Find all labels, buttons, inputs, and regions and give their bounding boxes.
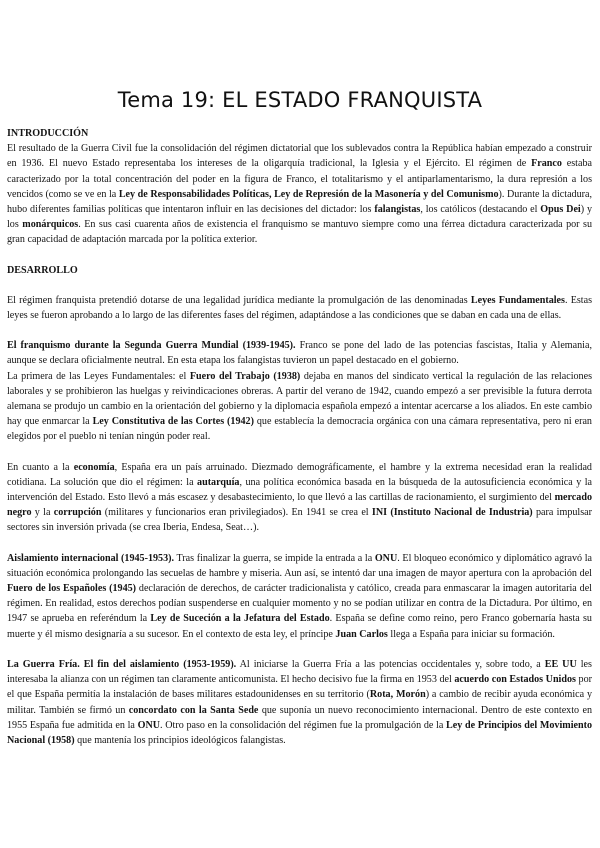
spacer <box>7 248 592 263</box>
desarrollo-paragraph: El régimen franquista pretendió dotarse de una legalidad jurídica mediante la promulgación de las denominadas Leyes Fundamentales. Estas leyes se fueron aprobando a lo largo de las diferentes fases del régimen, adaptándose a las condiciones que se daban en cada una de ellas. <box>7 294 592 322</box>
economia-paragraph: En cuanto a la economía, España era un país arruinado. Diezmado demográficamente, el hambre y la extrema necesidad eran la realidad cotidiana. La solución que dio el régimen: la autarquía, una política económica basada en la búsqueda de la autosuficiencia económica y la intervención del Estado. Esto llevó a más escasez y desabastecimiento, lo que llevó a las cartillas de racionamiento, el surgimiento del mercado negro y la corrupción (militares y funcionarios eran privilegiados). En 1941 se crea el INI (Instituto Nacional de Industria) para impulsar sectores sin inversión privada (se crea Iberia, Endesa, Seat…). <box>7 461 592 534</box>
intro-heading: INTRODUCCIÓN <box>7 128 89 139</box>
intro-paragraph: El resultado de la Guerra Civil fue la consolidación del régimen dictatorial que los sublevados contra la República habían empezado a construir en 1936. El nuevo Estado representaba los intereses de la oligarquía tradicional, la Iglesia y el Ejército. El régimen de Franco estaba caracterizado por la total concentración del poder en la figura de Franco, el totalitarismo y el antiparlamentarismo, la dura represión a los vencidos (como se ve en la Ley de Responsabilidades Políticas, Ley de Represión de la Masonería y del Comunismo). Durante la dictadura, hubo diferentes familias políticas que intentaron influir en las decisiones del dictador: los falangistas, los católicos (destacando el Opus Dei) y los monárquicos. En sus casi cuarenta años de existencia el franquismo se mantuvo siempre como una férrea dictadura caracterizada por su gran capacidad de adaptación marcada por la política exterior. <box>7 143 593 246</box>
document-body <box>7 126 592 748</box>
aislamiento-paragraph: Aislamiento internacional (1945-1953). Tras finalizar la guerra, se impide la entrada a la ONU. El bloqueo económico y diplomático agravó la situación económica prolongando las secuelas de hambre y miseria. Aun así, se intentó dar una imagen de mayor apertura con la aprobación del Fuero de los Españoles (1945) declaración de derechos, de carácter tradicionalista y católico, creada para enmascarar la imagen autoritaria del régimen. En realidad, estos derechos podían suspenderse en cualquier momento y no se podían utilizar en contra de la Dictadura. Por último, en 1947 se aprueba en referéndum la Ley de Suceción a la Jefatura del Estado. España se define como reino, pero Franco gobernaría hasta su muerte y él mismo designaría a su sucesor. En el contexto de esta ley, el príncipe Juan Carlos llega a España para iniciar su formación. <box>7 552 592 640</box>
spacer <box>7 323 592 338</box>
desarrollo-heading: DESARROLLO <box>7 264 78 276</box>
guerra-fria-paragraph: La Guerra Fría. El fin del aislamiento (1953-1959). Al iniciarse la Guerra Fría a las potencias occidentales y, sobre todo, a EE UU les interesaba la alianza con un régimen tan claramente anticomunista. El hecho decisivo fue la firma en 1953 del acuerdo con Estados Unidos por el que España permitía la instalación de bases militares estadounidenses en su territorio (Rota, Morón) a cambio de recibir ayuda económica y militar. También se firmó un concordato con la Santa Sede que suponía un nuevo reconocimiento internacional. Dentro de este contexto en 1955 España fue admitida en la ONU. Otro paso en la consolidación del régimen fue la promulgación de la Ley de Principios del Movimiento Nacional (1958) que mantenía los principios ideológicos falangistas. <box>7 658 593 746</box>
spacer <box>7 536 592 551</box>
document-title: Tema 19: EL ESTADO FRANQUISTA <box>117 88 483 112</box>
guerra-mundial-paragraph: El franquismo durante la Segunda Guerra Mundial (1939-1945). Franco se pone del lado de las potencias fascistas, Italia y Alemania, aunque se declara oficialmente neutral. En esta etapa los falangistas tuvieron un papel destacado en el gobierno. <box>7 340 592 367</box>
spacer <box>7 445 592 460</box>
spacer <box>7 642 592 657</box>
spacer <box>7 278 592 293</box>
leyes-fundamentales-paragraph: La primera de las Leyes Fundamentales: el Fuero del Trabajo (1938) dejaba en manos del sindicato vertical la regulación de las relaciones laborales y se prohibieron las huelgas y reivindicaciones obreras. A partir del verano de 1942, cuando empezó a ser previsible la futura derrota alemana se produjo un cambio en la orientación del gobierno y la diplomacia española empezó a intentar acercarse a los aliados. En este cambio hay que enmarcar la Ley Constitutiva de las Cortes (1942) que establecía la democracia orgánica con una cámara representativa, pero ni eran elegidos por el pueblo ni tenían ningún poder real. <box>7 370 592 443</box>
